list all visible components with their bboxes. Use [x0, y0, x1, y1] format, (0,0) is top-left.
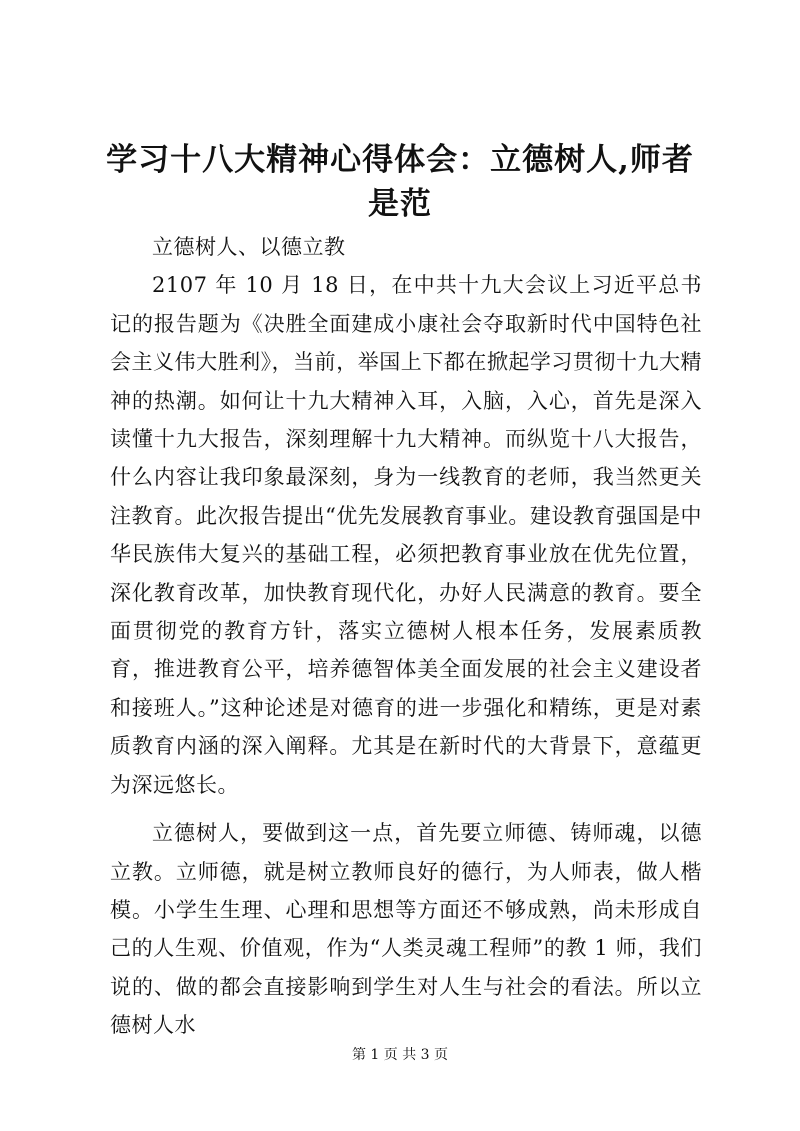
document-title: 学习十八大精神心得体会：立德树人,师者是范: [106, 142, 694, 222]
paragraph-teacher-ethics: 立德树人，要做到这一点，首先要立师德、铸师魂，以德立教。立师德，就是树立教师良好的德行，为人师表，做人楷模。小学生生理、心理和思想等方面还不够成熟，尚未形成自己的人生观、价值观，作为“人类灵魂工程师”的教 1 师，我们说的、做的都会直接影响到学生对人生与社会的看法。所以立德树人水: [110, 821, 702, 1038]
paragraph-subtitle: 立德树人、以德立教: [152, 235, 346, 259]
paragraph-report: 2107 年 10 月 18 日，在中共十九大会议上习近平总书记的报告题为《决胜全面建成小康社会夺取新时代中国特色社会主义伟大胜利》，当前，举国上下都在掀起学习贯彻十九大精神的热潮。如何让十九大精神入耳，入脑，入心，首先是深入读懂十九大报告，深刻理解十九大精神。而纵览十八大报告，什么内容让我印象最深刻，身为一线教育的老师，我当然更关注教育。此次报告提出“优先发展教育事业。建设教育强国是中华民族伟大复兴的基础工程，必须把教育事业放在优先位置，深化教育改革，加快教育现代化，办好人民满意的教育。要全面贯彻党的教育方针，落实立德树人根本任务，发展素质教育，推进教育公平，培养德智体美全面发展的社会主义建设者和接班人。”这种论述是对德育的进一步强化和精练，更是对素质教育内涵的深入阐释。尤其是在新时代的大背景下，意蕴更为深远悠长。: [110, 273, 702, 797]
page-number: 第 1 页 共 3 页: [351, 1047, 449, 1063]
document-body: [110, 228, 702, 1045]
